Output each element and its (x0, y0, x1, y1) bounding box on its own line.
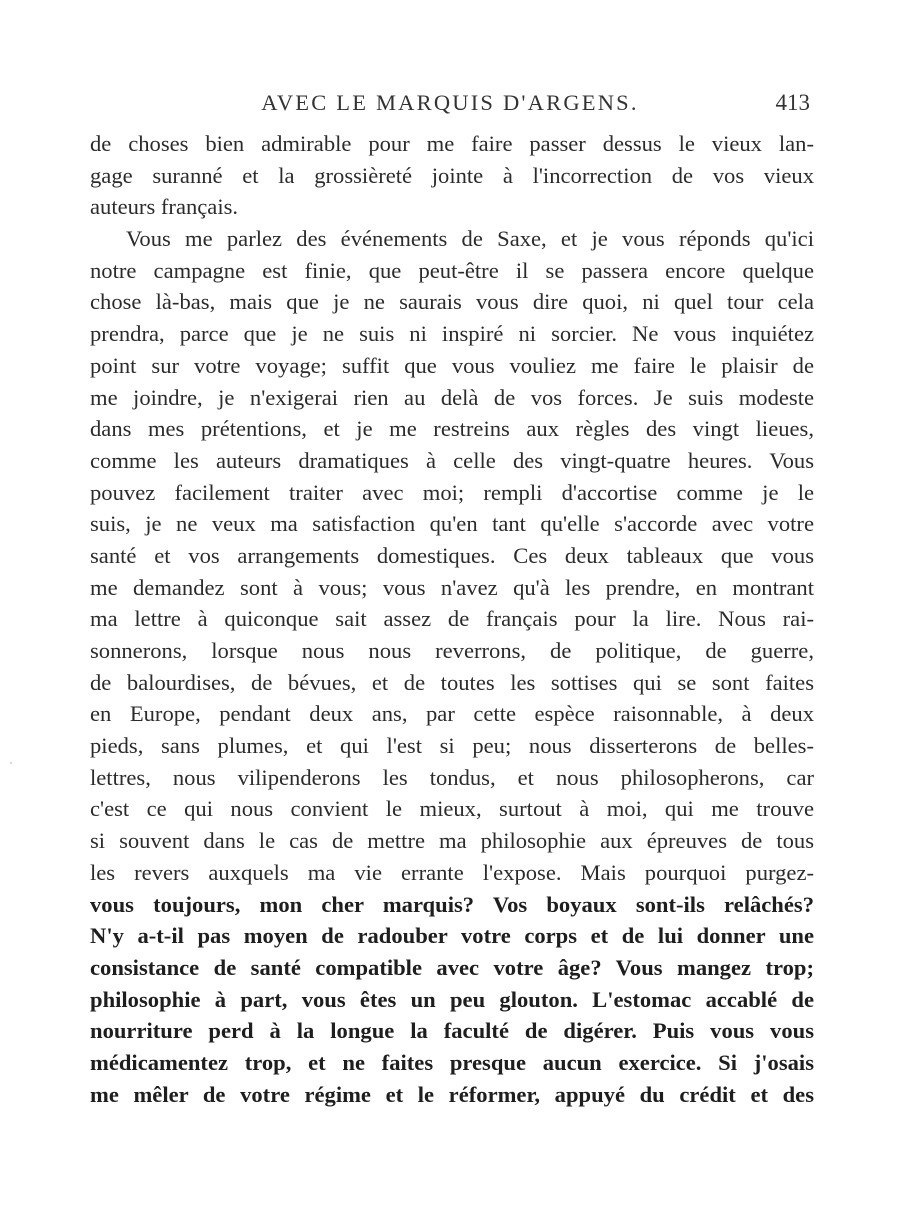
text-line: de balourdises, de bévues, et de toutes les sottises qui se sont faites (90, 669, 814, 695)
text-line: notre campagne est finie, que peut-être il se passera encore quelque (90, 257, 814, 283)
text-line: philosophie à part, vous êtes un peu glouton. L'estomac accablé de (90, 986, 814, 1012)
text-line: vous toujours, mon cher marquis? Vos boyaux sont-ils relâchés? (90, 891, 814, 917)
page-number: 413 (775, 90, 810, 115)
text-line: prendra, parce que je ne suis ni inspiré ni sorcier. Ne vous inquiétez (90, 321, 814, 347)
text-line: suis, je ne veux ma satisfaction qu'en tant qu'elle s'accorde avec votre (90, 511, 814, 537)
text-line: comme les auteurs dramatiques à celle des vingt-quatre heures. Vous (90, 447, 814, 473)
text-line: Vous me parlez des événements de Saxe, et je vous réponds qu'ici (126, 226, 814, 252)
text-line: me joindre, je n'exigerai rien au delà de vos forces. Je suis modeste (90, 384, 814, 410)
text-line: santé et vos arrangements domestiques. Ces deux tableaux que vous (90, 542, 814, 568)
text-line: sonnerons, lorsque nous nous reverrons, de politique, de guerre, (90, 638, 814, 663)
text-line: point sur votre voyage; suffit que vous vouliez me faire le plaisir de (90, 352, 814, 378)
text-line: les revers auxquels ma vie errante l'expose. Mais pourquoi purgez- (90, 859, 814, 885)
text-line: pouvez facilement traiter avec moi; rempli d'accortise comme je le (90, 479, 814, 505)
text-line: médicamentez trop, et ne faites presque aucun exercice. Si j'osais (90, 1049, 814, 1075)
text-line: auteurs français. (90, 194, 239, 220)
text-line: consistance de santé compatible avec votre âge? Vous mangez trop; (90, 954, 814, 980)
text-line: N'y a-t-il pas moyen de radouber votre corps et de lui donner une (90, 923, 814, 949)
text-line: dans mes prétentions, et je me restreins aux règles des vingt lieues, (90, 416, 814, 442)
text-line: si souvent dans le cas de mettre ma philosophie aux épreuves de tous (90, 828, 814, 854)
body-text (90, 128, 814, 1110)
text-line: me mêler de votre régime et le réformer, appuyé du crédit et des (90, 1081, 814, 1107)
running-head (90, 86, 820, 120)
text-line: de choses bien admirable pour me faire passer dessus le vieux lan- (90, 131, 814, 156)
text-line: gage suranné et la grossièreté jointe à l'incorrection de vos vieux (90, 162, 814, 188)
text-line: chose là-bas, mais que je ne saurais vous dire quoi, ni quel tour cela (90, 289, 814, 315)
text-line: me demandez sont à vous; vous n'avez qu'à les prendre, en montrant (90, 574, 814, 600)
text-line: pieds, sans plumes, et qui l'est si peu; nous disserterons de belles- (90, 733, 814, 759)
running-title: AVEC LE MARQUIS D'ARGENS. (261, 90, 639, 115)
text-line: en Europe, pendant deux ans, par cette espèce raisonnable, à deux (90, 701, 814, 727)
paper-speck (10, 762, 12, 764)
text-line: ma lettre à quiconque sait assez de français pour la lire. Nous rai- (90, 606, 814, 632)
text-line: nourriture perd à la longue la faculté de digérer. Puis vous vous (90, 1018, 814, 1044)
text-line: lettres, nous vilipenderons les tondus, et nous philosopherons, car (90, 764, 814, 790)
text-line: c'est ce qui nous convient le mieux, surtout à moi, qui me trouve (90, 796, 814, 822)
